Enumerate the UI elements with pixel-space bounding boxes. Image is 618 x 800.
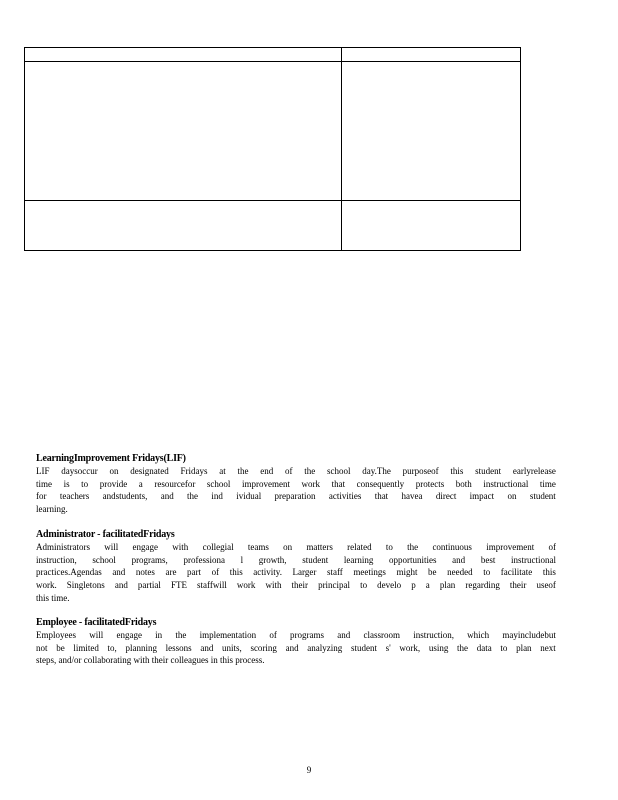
word: on bbox=[507, 491, 517, 502]
word: time bbox=[36, 478, 52, 489]
word: l bbox=[240, 554, 244, 565]
word: to bbox=[360, 580, 368, 591]
word: plan bbox=[516, 642, 532, 653]
word: of bbox=[269, 630, 277, 640]
word: protects bbox=[415, 478, 445, 489]
word: school bbox=[206, 478, 231, 489]
word: student bbox=[475, 466, 502, 476]
word: and bbox=[337, 630, 351, 640]
word: growth, bbox=[258, 554, 287, 565]
paragraph-line: this time. bbox=[36, 592, 70, 603]
word: improvement bbox=[241, 478, 290, 489]
word: s' bbox=[385, 642, 391, 653]
word: be bbox=[56, 642, 65, 653]
word: their bbox=[509, 580, 527, 591]
word: lessons bbox=[165, 642, 192, 653]
word: work, bbox=[399, 642, 421, 653]
paragraph-line bbox=[36, 629, 556, 642]
word: programs, bbox=[131, 554, 168, 565]
paragraph-line bbox=[36, 490, 556, 503]
section-body bbox=[36, 629, 556, 667]
word: consequently bbox=[356, 478, 405, 489]
word: implementation bbox=[199, 630, 257, 640]
word: facilitate bbox=[500, 567, 533, 578]
paragraph-line bbox=[36, 642, 556, 655]
section-body bbox=[36, 465, 556, 516]
word: p bbox=[411, 580, 416, 591]
word: daysoccur bbox=[61, 466, 98, 476]
word: and bbox=[114, 580, 128, 591]
word: will bbox=[104, 542, 119, 552]
word: and bbox=[452, 554, 466, 565]
word: work bbox=[236, 580, 256, 591]
word: data bbox=[476, 642, 492, 653]
section-body bbox=[36, 541, 556, 605]
word: Larger bbox=[292, 567, 317, 578]
word: partial bbox=[137, 580, 161, 591]
word: Fridays bbox=[180, 466, 208, 476]
word: this bbox=[229, 567, 243, 578]
word: Employees bbox=[36, 630, 76, 640]
paragraph-line bbox=[36, 541, 556, 554]
word: analyzing bbox=[307, 642, 343, 653]
word: at bbox=[219, 466, 226, 476]
word: activity. bbox=[253, 567, 282, 578]
word: school bbox=[92, 554, 116, 565]
word: staffwill bbox=[197, 580, 227, 591]
word: opportunities bbox=[389, 554, 437, 565]
word: purposeof bbox=[402, 466, 439, 476]
word: practices.Agendas bbox=[36, 567, 102, 578]
word: to bbox=[81, 478, 89, 489]
word: which bbox=[467, 630, 490, 640]
word: FTE bbox=[170, 580, 187, 591]
word: scoring bbox=[250, 642, 277, 653]
word: classroom bbox=[363, 630, 400, 640]
word: direct bbox=[435, 491, 457, 502]
word: on bbox=[283, 542, 293, 552]
word: next bbox=[540, 642, 556, 653]
word: needed bbox=[447, 567, 473, 578]
word: student bbox=[529, 491, 556, 502]
word: learning bbox=[343, 554, 374, 565]
word: to, bbox=[107, 642, 117, 653]
word: limited bbox=[73, 642, 99, 653]
word: related bbox=[347, 542, 372, 552]
table-row bbox=[25, 48, 521, 62]
word: develo bbox=[377, 580, 402, 591]
word: instruction, bbox=[36, 554, 77, 565]
word: resourcefor bbox=[154, 478, 196, 489]
word: instructional bbox=[510, 554, 556, 565]
word: time bbox=[539, 478, 556, 489]
word: part bbox=[187, 567, 202, 578]
word: work bbox=[301, 478, 321, 489]
word: teams bbox=[247, 542, 269, 552]
word: school bbox=[326, 466, 351, 476]
table-cell bbox=[342, 48, 521, 62]
word: in bbox=[155, 630, 163, 640]
word: the bbox=[175, 630, 187, 640]
paragraph-line: learning. bbox=[36, 504, 68, 515]
table-cell bbox=[342, 62, 521, 201]
word: Singletons bbox=[66, 580, 105, 591]
word: ind bbox=[211, 491, 223, 502]
word: instruction, bbox=[413, 630, 454, 640]
paragraph-line bbox=[36, 554, 556, 567]
word: is bbox=[63, 478, 70, 489]
word: planning bbox=[125, 642, 157, 653]
word: regarding bbox=[465, 580, 500, 591]
word: and bbox=[200, 642, 214, 653]
word: notes bbox=[135, 567, 155, 578]
word: improvement bbox=[486, 542, 535, 552]
paragraph-line bbox=[36, 566, 556, 579]
word: matters bbox=[306, 542, 333, 552]
word: with bbox=[172, 542, 189, 552]
word: meetings bbox=[353, 567, 386, 578]
table-cell bbox=[342, 201, 521, 251]
word: on bbox=[109, 466, 119, 476]
word: continuous bbox=[432, 542, 472, 552]
administrator-section bbox=[36, 529, 556, 605]
page-number: 9 bbox=[306, 765, 312, 775]
word: will bbox=[89, 630, 104, 640]
word: that bbox=[374, 491, 389, 502]
word: impact bbox=[469, 491, 495, 502]
paragraph-line bbox=[36, 465, 556, 478]
paragraph-line: steps, and/or collaborating with their colleagues in this process. bbox=[36, 655, 265, 666]
word: be bbox=[428, 567, 437, 578]
word: preparation bbox=[274, 491, 316, 502]
word: principal bbox=[318, 580, 351, 591]
word: to bbox=[500, 642, 508, 653]
word: of bbox=[548, 542, 556, 552]
word: ividual bbox=[236, 491, 262, 502]
table-cell bbox=[25, 62, 342, 201]
word: and bbox=[112, 567, 126, 578]
paragraph-line bbox=[36, 478, 556, 491]
word: engage bbox=[116, 630, 142, 640]
word: their bbox=[291, 580, 309, 591]
word: this bbox=[542, 567, 556, 578]
word: work. bbox=[36, 580, 57, 591]
word: both bbox=[455, 478, 472, 489]
word: the bbox=[187, 491, 199, 502]
word: are bbox=[165, 567, 177, 578]
word: might bbox=[396, 567, 418, 578]
word: plan bbox=[439, 580, 456, 591]
word: day.The bbox=[362, 466, 391, 476]
word: and bbox=[285, 642, 299, 653]
table-row bbox=[25, 201, 521, 251]
word: provide bbox=[99, 478, 128, 489]
word: programs bbox=[290, 630, 325, 640]
word: Administrators bbox=[36, 542, 90, 552]
word: to bbox=[385, 542, 393, 552]
section-heading: Employee - facilitatedFridays bbox=[36, 617, 157, 628]
word: mayincludebut bbox=[502, 630, 556, 640]
word: professiona bbox=[183, 554, 225, 565]
word: using bbox=[428, 642, 449, 653]
word: a bbox=[425, 580, 430, 591]
word: end bbox=[260, 466, 274, 476]
word: the bbox=[237, 466, 249, 476]
word: student bbox=[350, 642, 377, 653]
word: for bbox=[36, 491, 47, 502]
word: engage bbox=[132, 542, 159, 552]
word: collegial bbox=[202, 542, 234, 552]
employee-section bbox=[36, 617, 556, 667]
word: this bbox=[450, 466, 464, 476]
word: teachers bbox=[59, 491, 90, 502]
table-cell bbox=[25, 201, 342, 251]
word: units, bbox=[222, 642, 242, 653]
word: activities bbox=[328, 491, 362, 502]
empty-table bbox=[24, 47, 521, 251]
word: designated bbox=[130, 466, 169, 476]
word: useof bbox=[536, 580, 556, 591]
lif-section bbox=[36, 453, 556, 516]
word: the bbox=[304, 466, 316, 476]
word: and bbox=[160, 491, 174, 502]
word: the bbox=[457, 642, 469, 653]
word: LIF bbox=[36, 466, 50, 476]
word: of bbox=[284, 466, 293, 476]
paragraph-line bbox=[36, 579, 556, 592]
word: not bbox=[36, 642, 48, 653]
word: best bbox=[480, 554, 496, 565]
word: student bbox=[302, 554, 329, 565]
word: instructional bbox=[483, 478, 529, 489]
table-cell bbox=[25, 48, 342, 62]
word: of bbox=[211, 567, 220, 578]
section-heading: Administrator - facilitatedFridays bbox=[36, 529, 175, 540]
word: the bbox=[407, 542, 419, 552]
table-row bbox=[25, 62, 521, 201]
word: to bbox=[483, 567, 491, 578]
word: havea bbox=[401, 491, 423, 502]
word: with bbox=[265, 580, 282, 591]
section-heading: LearningImprovement Fridays(LIF) bbox=[36, 453, 186, 464]
word: staff bbox=[326, 567, 343, 578]
word: a bbox=[138, 478, 143, 489]
word: andstudents, bbox=[102, 491, 148, 502]
word: that bbox=[331, 478, 346, 489]
word: earlyrelease bbox=[512, 466, 556, 476]
